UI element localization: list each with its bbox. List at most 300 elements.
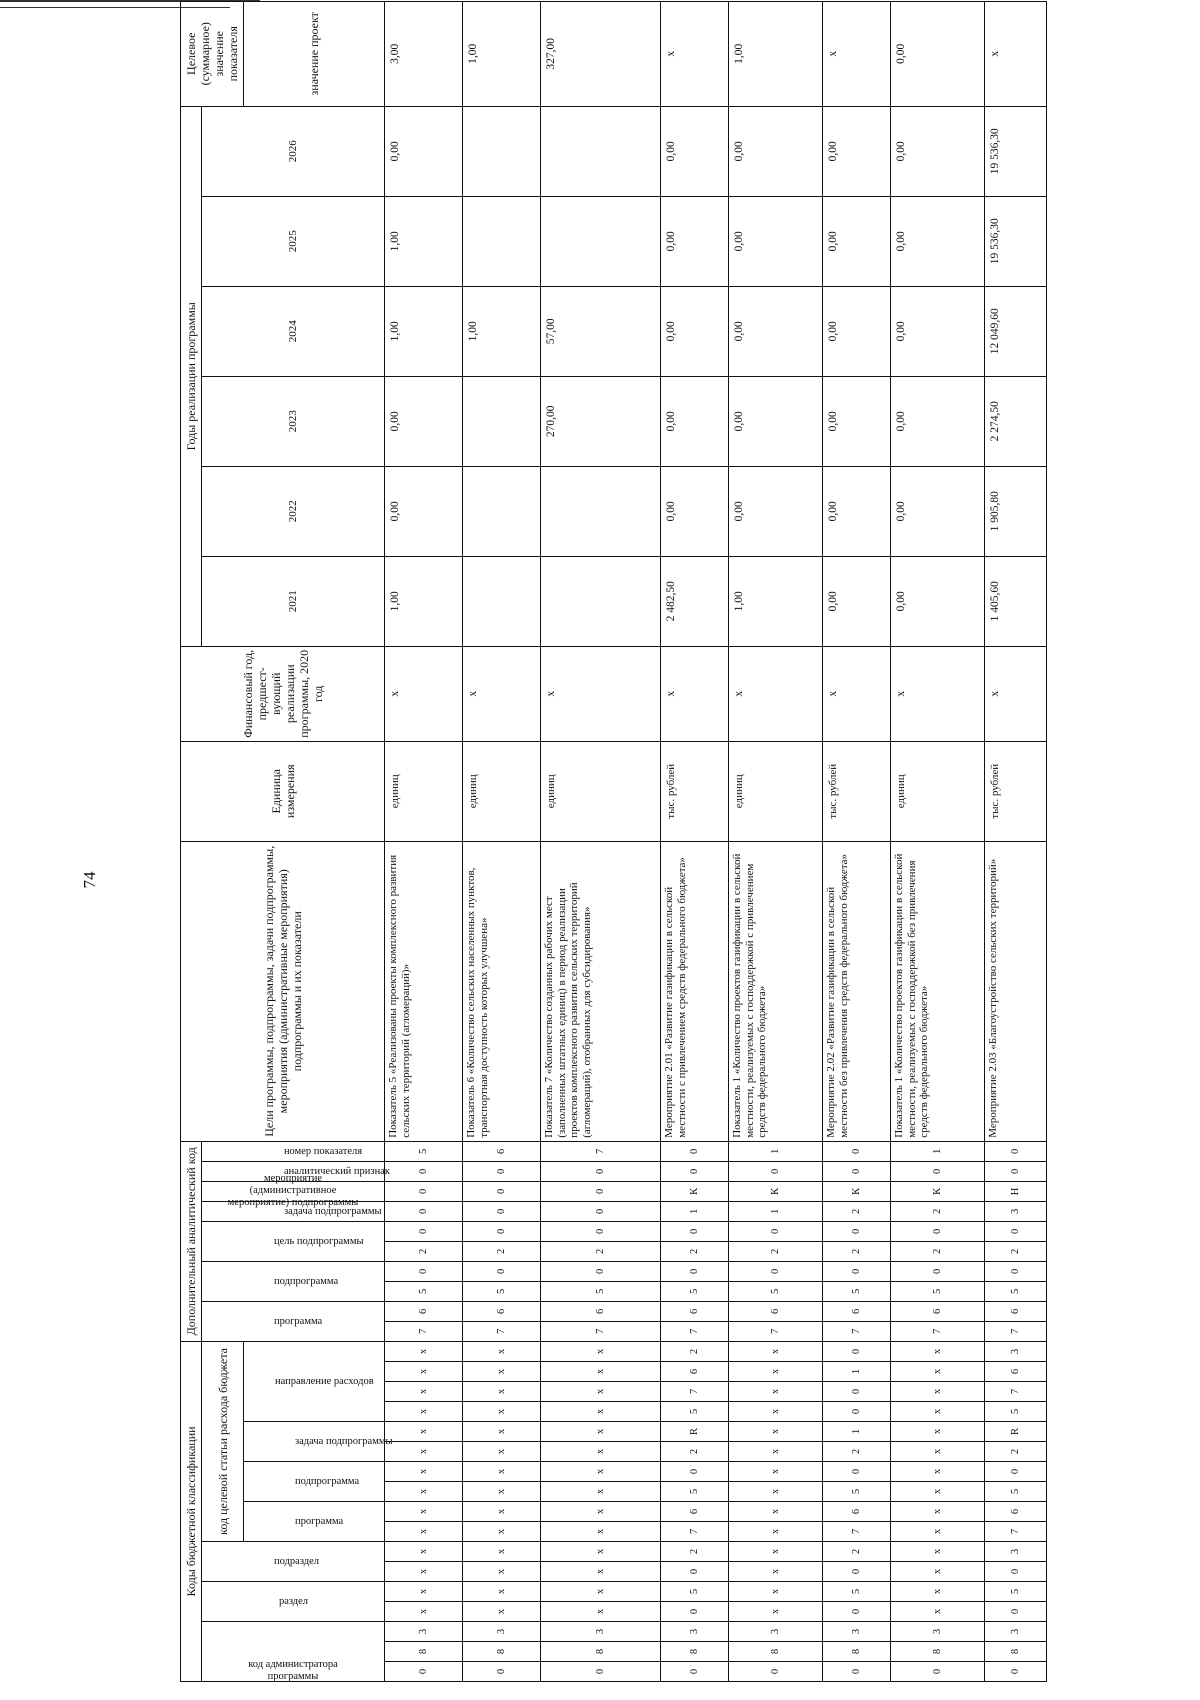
code-digit: 2 [541,1241,661,1261]
code-digit: 0 [985,1261,1047,1281]
code-digit: 6 [463,1141,541,1161]
header-subprogram: подпрограмма [244,1462,385,1502]
header-years: Годы реализации программы [181,106,202,646]
code-digit: 0 [823,1221,891,1241]
code-digit: х [463,1341,541,1361]
code-digit: 0 [463,1662,541,1682]
code-digit: х [541,1542,661,1562]
row-year-value: 0,00 [385,376,463,466]
row-target: 327,00 [541,1,661,106]
code-digit: х [385,1602,463,1622]
code-digit: 1 [729,1201,823,1221]
code-digit: 7 [661,1382,729,1402]
header-target-sub: значение проект [244,1,385,106]
code-digit: 0 [541,1662,661,1682]
code-digit: 1 [661,1201,729,1221]
row-year-value [463,466,541,556]
code-digit: х [385,1502,463,1522]
code-digit: 0 [385,1662,463,1682]
row-fin-year: х [385,646,463,741]
code-digit: 0 [985,1662,1047,1682]
code-digit: 5 [463,1281,541,1301]
code-digit: 5 [541,1281,661,1301]
header-year-2026: 2026 [202,106,385,196]
row-year-value: 2 274,50 [985,376,1047,466]
code-digit: х [541,1602,661,1622]
code-digit: 0 [463,1221,541,1241]
row-unit: единиц [541,741,661,841]
code-digit: х [385,1362,463,1382]
row-year-value: 1,00 [385,556,463,646]
code-digit: 8 [463,1642,541,1662]
row-year-value: 0,00 [823,376,891,466]
row-fin-year: х [661,646,729,741]
code-digit: 0 [463,1161,541,1181]
code-digit: х [463,1462,541,1482]
code-digit: 2 [729,1241,823,1261]
header-program: программа [244,1502,385,1542]
code-digit: 7 [661,1321,729,1341]
header-names: Цели программы, подпрограммы, задачи подпрограммы, мероприятия (административные мероприятия) подпрограммы и их показатели [181,841,385,1141]
code-digit: 6 [891,1301,985,1321]
row-year-value [541,106,661,196]
code-digit: х [541,1462,661,1482]
code-digit: х [891,1462,985,1482]
code-digit: 2 [823,1201,891,1221]
code-digit: х [541,1522,661,1542]
code-digit: 3 [891,1622,985,1642]
code-digit: 0 [661,1562,729,1582]
header-target: Целевое (суммарное) значение показателя [181,1,244,106]
row-year-value: 0,00 [823,286,891,376]
header-direction: направление расходов [244,1341,385,1421]
code-digit: х [729,1522,823,1542]
code-digit: х [729,1341,823,1361]
code-digit: 2 [985,1241,1047,1261]
header-admin-code: код администратора программы [202,1622,385,1682]
code-digit: 8 [541,1642,661,1662]
code-digit: 0 [729,1261,823,1281]
row-year-value: 0,00 [891,466,985,556]
code-digit: х [541,1382,661,1402]
header-section: раздел [202,1582,385,1622]
code-digit: 3 [541,1622,661,1642]
code-digit: х [463,1582,541,1602]
row-year-value: 0,00 [385,106,463,196]
code-digit: х [385,1522,463,1542]
code-digit: 0 [385,1201,463,1221]
code-digit: х [891,1502,985,1522]
code-digit: 0 [823,1261,891,1281]
row-fin-year: х [891,646,985,741]
code-digit: 0 [661,1662,729,1682]
row-name: Мероприятие 2.02 «Развитие газификации в сельской местности без привлечения средств федерального бюджета» [823,841,891,1141]
code-digit: х [729,1502,823,1522]
row-name: Мероприятие 2.03 «Благоустройство сельских территорий» [985,841,1047,1141]
code-digit: х [385,1382,463,1402]
code-digit: 8 [729,1642,823,1662]
code-digit: х [463,1402,541,1422]
row-target: х [985,1,1047,106]
code-digit: х [729,1442,823,1462]
code-digit: 5 [661,1281,729,1301]
table-body [385,1,1047,1681]
code-digit: 0 [661,1221,729,1241]
code-digit: 5 [729,1281,823,1301]
code-digit: 0 [985,1141,1047,1161]
row-unit: единиц [729,741,823,841]
code-digit: 0 [541,1201,661,1221]
row-year-value: 0,00 [891,376,985,466]
code-digit: 0 [823,1161,891,1181]
row-year-value: 0,00 [661,376,729,466]
row-year-value [463,196,541,286]
code-digit: 5 [661,1402,729,1422]
header-year-2025: 2025 [202,196,385,286]
code-digit: х [541,1402,661,1422]
row-year-value: 19 536,30 [985,106,1047,196]
row-name: Показатель 7 «Количество созданных рабочих мест (заполненных штатных единиц) в период реализации проектов комплексного развития сельских территорий (агломераций), отобранных для субсидирования» [541,841,661,1141]
code-digit: х [729,1462,823,1482]
row-fin-year: х [823,646,891,741]
code-digit: х [891,1602,985,1622]
header-subsection: подраздел [202,1542,385,1582]
code-digit: 0 [823,1141,891,1161]
code-digit: 5 [891,1281,985,1301]
code-digit: 3 [661,1622,729,1642]
code-digit: 7 [985,1321,1047,1341]
code-digit: 6 [823,1301,891,1321]
code-digit: х [463,1442,541,1462]
row-year-value: 0,00 [823,106,891,196]
code-digit: х [729,1542,823,1562]
row-year-value [541,196,661,286]
code-digit: 2 [661,1542,729,1562]
code-digit: 3 [385,1622,463,1642]
code-digit: 5 [985,1281,1047,1301]
row-year-value: 2 482,50 [661,556,729,646]
code-digit: 5 [385,1281,463,1301]
code-digit: х [463,1382,541,1402]
row-unit: тыс. рублей [985,741,1047,841]
code-digit: х [385,1341,463,1361]
code-digit: 7 [891,1321,985,1341]
code-digit: 7 [541,1141,661,1161]
code-digit: х [729,1482,823,1502]
code-digit: 2 [823,1241,891,1261]
code-digit: 2 [385,1241,463,1261]
code-digit: 8 [891,1642,985,1662]
header-a-task: задача подпрограммы [202,1201,385,1221]
code-digit: 1 [823,1362,891,1382]
code-digit: 0 [729,1221,823,1241]
row-target: х [661,1,729,106]
header-subprogram-task: задача подпрограммы [244,1422,385,1462]
code-digit: К [729,1181,823,1201]
row-year-value: 0,00 [823,196,891,286]
row-target: 0,00 [891,1,985,106]
header-year-2024: 2024 [202,286,385,376]
code-digit: 3 [985,1542,1047,1562]
code-digit: 6 [661,1362,729,1382]
code-digit: 1 [823,1422,891,1442]
code-digit: 0 [891,1662,985,1682]
row-year-value: 0,00 [891,286,985,376]
header-target-code: код целевой статьи расхода бюджета [202,1341,244,1541]
code-digit: 0 [541,1181,661,1201]
code-digit: х [463,1522,541,1542]
code-digit: 2 [661,1341,729,1361]
row-year-value: 0,00 [891,196,985,286]
row-year-value: 270,00 [541,376,661,466]
header-a-goal: цель подпрограммы [202,1221,385,1261]
code-digit: х [891,1362,985,1382]
code-digit: 5 [985,1482,1047,1502]
code-digit: 7 [463,1321,541,1341]
code-digit: х [891,1562,985,1582]
code-digit: 7 [661,1522,729,1542]
code-digit: 0 [891,1161,985,1181]
code-digit: R [661,1422,729,1442]
code-digit: х [385,1582,463,1602]
row-unit: тыс. рублей [661,741,729,841]
header-fin-year: Финансовый год, предшест-вующий реализации программы, 2020 год [181,646,385,741]
code-digit: 0 [385,1221,463,1241]
code-digit: 0 [661,1462,729,1482]
code-digit: х [891,1542,985,1562]
code-digit: 2 [823,1542,891,1562]
code-digit: 0 [541,1221,661,1241]
code-digit: 7 [823,1321,891,1341]
code-digit: 5 [823,1582,891,1602]
row-unit: единиц [463,741,541,841]
code-digit: 0 [985,1221,1047,1241]
row-year-value: 0,00 [729,106,823,196]
code-digit: 6 [985,1502,1047,1522]
code-digit: 6 [385,1301,463,1321]
code-digit: х [463,1502,541,1522]
code-digit: х [463,1422,541,1442]
row-year-value: 0,00 [729,196,823,286]
code-digit: 0 [385,1161,463,1181]
row-year-value: 0,00 [823,466,891,556]
code-digit: 0 [661,1161,729,1181]
code-digit: х [541,1422,661,1442]
code-digit: 0 [729,1662,823,1682]
code-digit: 1 [729,1141,823,1161]
row-year-value: 1,00 [729,556,823,646]
header-a-program: программа [202,1301,385,1341]
code-digit: 7 [729,1321,823,1341]
rotated-table-wrapper [180,12,1200,1682]
code-digit: 6 [985,1362,1047,1382]
code-digit: 7 [985,1382,1047,1402]
code-digit: 0 [823,1662,891,1682]
code-digit: R [985,1422,1047,1442]
code-digit: х [729,1602,823,1622]
code-digit: х [385,1442,463,1462]
header-a-subprogram: подпрограмма [202,1261,385,1301]
row-year-value [541,556,661,646]
row-fin-year: х [985,646,1047,741]
code-digit: 1 [891,1141,985,1161]
code-digit: 0 [541,1161,661,1181]
code-digit: х [891,1402,985,1422]
row-target: 1,00 [729,1,823,106]
code-digit: Н [985,1181,1047,1201]
code-digit: 0 [985,1562,1047,1582]
code-digit: 0 [661,1261,729,1281]
header-year-2021: 2021 [202,556,385,646]
header-a-event: мероприятие (административное мероприятие) подпрограммы [202,1181,385,1201]
code-digit: 7 [985,1522,1047,1542]
row-year-value [541,466,661,556]
code-digit: 0 [661,1141,729,1161]
code-digit: 3 [729,1622,823,1642]
row-year-value: 12 049,60 [985,286,1047,376]
row-unit: единиц [891,741,985,841]
code-digit: 3 [823,1622,891,1642]
code-digit: 2 [985,1442,1047,1462]
code-digit: х [385,1482,463,1502]
row-name: Показатель 6 «Количество сельских населенных пунктов, транспортная доступность которых улучшена» [463,841,541,1141]
code-digit: 2 [891,1241,985,1261]
code-digit: х [729,1402,823,1422]
code-digit: 0 [823,1382,891,1402]
row-fin-year: х [541,646,661,741]
code-digit: 6 [463,1301,541,1321]
row-year-value: 0,00 [729,376,823,466]
code-digit: 3 [985,1341,1047,1361]
code-digit: 6 [985,1301,1047,1321]
row-name: Мероприятие 2.01 «Развитие газификации в сельской местности с привлечением средств федерального бюджета» [661,841,729,1141]
code-digit: 0 [823,1562,891,1582]
code-digit: х [891,1422,985,1442]
code-digit: 0 [541,1261,661,1281]
code-digit: х [385,1542,463,1562]
code-digit: 2 [891,1201,985,1221]
row-name: Показатель 1 «Количество проектов газификации в сельской местности, реализуемых с господдержкой с привлечением средств федерального бюджета» [729,841,823,1141]
code-digit: 2 [661,1241,729,1261]
code-digit: х [729,1562,823,1582]
row-target: х [823,1,891,106]
code-digit: 6 [661,1502,729,1522]
row-year-value: 1 405,60 [985,556,1047,646]
row-year-value: 0,00 [661,106,729,196]
code-digit: х [729,1582,823,1602]
code-digit: 0 [985,1161,1047,1181]
code-digit: 0 [823,1462,891,1482]
code-digit: 0 [463,1201,541,1221]
row-year-value: 0,00 [891,556,985,646]
code-digit: х [729,1422,823,1442]
code-digit: 2 [661,1442,729,1462]
code-digit: х [729,1382,823,1402]
code-digit: х [463,1362,541,1382]
program-indicators-table [180,1,1047,1682]
code-digit: 0 [385,1181,463,1201]
code-digit: 5 [385,1141,463,1161]
code-digit: х [541,1482,661,1502]
code-digit: 0 [463,1181,541,1201]
code-digit: 8 [661,1642,729,1662]
code-digit: 0 [823,1341,891,1361]
row-year-value: 0,00 [729,466,823,556]
code-digit: 2 [823,1442,891,1462]
row-year-value: 1,00 [463,286,541,376]
code-digit: х [891,1442,985,1462]
code-digit: 8 [385,1642,463,1662]
row-name: Показатель 1 «Количество проектов газификации в сельской местности, реализуемых с господдержкой без привлечения средств федерального бюджета» [891,841,985,1141]
code-digit: 0 [823,1402,891,1422]
code-digit: 6 [661,1301,729,1321]
code-digit: 0 [729,1161,823,1181]
code-digit: К [661,1181,729,1201]
code-digit: х [891,1482,985,1502]
code-digit: К [823,1181,891,1201]
header-budget-codes: Коды бюджетной классификации [181,1341,202,1681]
row-target: 1,00 [463,1,541,106]
code-digit: х [541,1562,661,1582]
page-number: 74 [80,871,99,889]
code-digit: х [385,1422,463,1442]
code-digit: 5 [823,1281,891,1301]
row-year-value: 0,00 [661,286,729,376]
row-unit: тыс. рублей [823,741,891,841]
code-digit: х [463,1602,541,1622]
header-a-sign: аналитический признак [202,1161,385,1181]
row-year-value [463,556,541,646]
code-digit: 7 [385,1321,463,1341]
code-digit: 0 [985,1462,1047,1482]
code-digit: 3 [985,1201,1047,1221]
row-unit: единиц [385,741,463,841]
code-digit: 3 [985,1622,1047,1642]
code-digit: х [385,1402,463,1422]
code-digit: К [891,1181,985,1201]
code-digit: х [891,1341,985,1361]
header-a-indicator: номер показателя [202,1141,385,1161]
code-digit: х [385,1562,463,1582]
code-digit: 0 [985,1602,1047,1622]
code-digit: 2 [463,1241,541,1261]
row-target: 3,00 [385,1,463,106]
row-year-value [463,106,541,196]
code-digit: 6 [823,1502,891,1522]
row-year-value: 0,00 [891,106,985,196]
code-digit: 0 [661,1602,729,1622]
row-year-value: 0,00 [385,466,463,556]
row-year-value: 1,00 [385,286,463,376]
code-digit: 0 [891,1221,985,1241]
code-digit: х [541,1442,661,1462]
row-year-value: 0,00 [661,196,729,286]
code-digit: х [541,1582,661,1602]
row-year-value: 0,00 [729,286,823,376]
code-digit: х [729,1362,823,1382]
code-digit: 6 [729,1301,823,1321]
row-fin-year: х [463,646,541,741]
row-year-value: 0,00 [823,556,891,646]
code-digit: 6 [541,1301,661,1321]
code-digit: 7 [541,1321,661,1341]
code-digit: х [385,1462,463,1482]
row-year-value [463,376,541,466]
row-year-value: 19 536,30 [985,196,1047,286]
header-unit: Единица измерения [181,741,385,841]
code-digit: 5 [661,1482,729,1502]
code-digit: 8 [985,1642,1047,1662]
